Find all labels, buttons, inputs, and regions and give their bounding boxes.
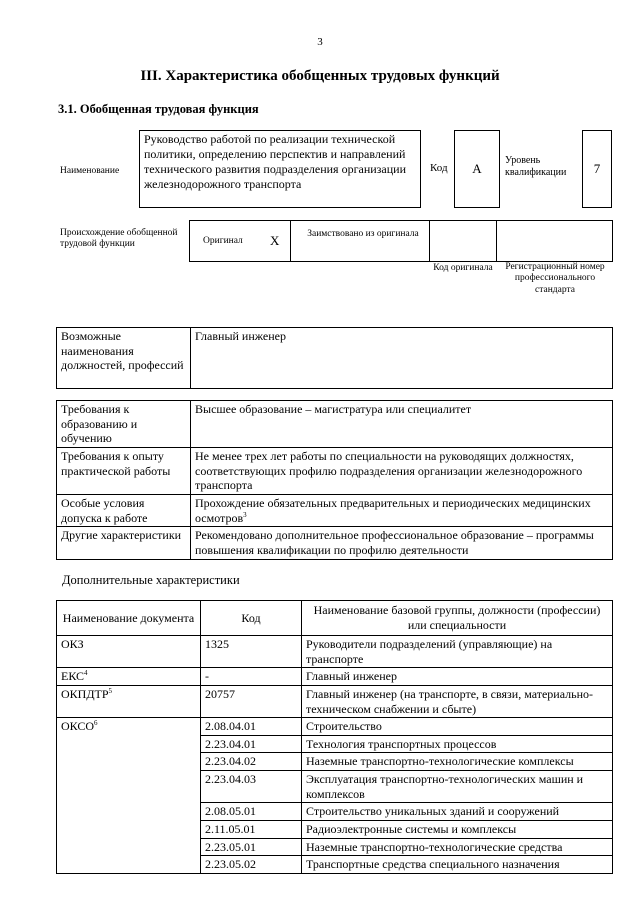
name-cell: Наземные транспортно-технологические средства [302, 838, 613, 856]
code-cell: 2.23.05.01 [201, 838, 302, 856]
req-label: Требования к образованию и обучению [57, 401, 191, 448]
table-row [57, 685, 613, 717]
page-number: 3 [317, 36, 323, 48]
req-label: Другие характеристики [57, 527, 191, 559]
column-header: Наименование базовой группы, должности (профессии) или специальности [302, 601, 613, 636]
req-label: Требования к опыту практической работы [57, 448, 191, 495]
doc-cell [57, 636, 201, 668]
name-cell: Транспортные средства специального назначения [302, 856, 613, 874]
req-value-text: Прохождение обязательных предварительных и периодических медицинских осмотров [195, 496, 591, 525]
reg-number-box [496, 220, 613, 262]
code-value-box: A [454, 130, 500, 208]
name-cell: Руководители подразделений (управляющие) на транспорте [302, 636, 613, 668]
name-cell: Наземные транспортно-технологические комплексы [302, 753, 613, 771]
additional-table [56, 600, 613, 874]
additional-title: Дополнительные характеристики [62, 573, 240, 587]
code-cell: 2.23.05.02 [201, 856, 302, 874]
code-cell: 2.08.05.01 [201, 803, 302, 821]
name-cell: Радиоэлектронные системы и комплексы [302, 820, 613, 838]
footnote-ref: 6 [94, 719, 98, 728]
footnote-ref: 3 [243, 510, 247, 519]
subsection-title: 3.1. Обобщенная трудовая функция [58, 102, 259, 116]
code-cell: 2.11.05.01 [201, 820, 302, 838]
borrowed-box: Заимствовано из оригинала [290, 220, 430, 262]
footnote-ref: 4 [84, 669, 88, 678]
code-cell: 2.08.04.01 [201, 718, 302, 736]
footnote-ref: 5 [108, 686, 113, 695]
name-label: Наименование [60, 166, 120, 176]
name-cell: Технология транспортных процессов [302, 735, 613, 753]
doc-cell [57, 685, 201, 717]
code-cell: 2.23.04.02 [201, 753, 302, 771]
table-row [57, 668, 613, 686]
name-cell: Строительство уникальных зданий и сооружений [302, 803, 613, 821]
name-cell: Главный инженер [302, 668, 613, 686]
reg-number-label: Регистрационный номер профессионального стандарта [505, 262, 605, 295]
req-value: Рекомендовано дополнительное профессиональное образование – программы повышения квалификации по профилю деятельности [191, 527, 613, 559]
table-row [57, 718, 613, 736]
origin-label: Происхождение обобщенной трудовой функции [60, 228, 178, 250]
original-box [189, 220, 291, 262]
req-value: Высшее образование – магистратура или специалитет [191, 401, 613, 448]
table-row [57, 401, 613, 448]
doc-cell [57, 668, 201, 686]
doc-name: ОКЗ [61, 637, 84, 651]
code-cell: - [201, 668, 302, 686]
section-title: III. Характеристика обобщенных трудовых функций [140, 68, 500, 84]
code-cell: 20757 [201, 685, 302, 717]
name-cell: Строительство [302, 718, 613, 736]
table-row [57, 328, 613, 389]
column-header: Код [201, 601, 302, 636]
table-row [57, 495, 613, 527]
doc-name: ЕКС [61, 669, 85, 684]
table-row [57, 636, 613, 668]
code-cell: 2.23.04.01 [201, 735, 302, 753]
level-label: Уровень квалификации [505, 155, 567, 178]
code-label: Код [430, 162, 448, 174]
requirements-table [56, 400, 613, 560]
positions-label: Возможные наименования должностей, профессий [57, 328, 191, 389]
table-row [57, 448, 613, 495]
req-label: Особые условия допуска к работе [57, 495, 191, 527]
req-value: Не менее трех лет работы по специальности на руководящих должностях, соответствующих профилю подразделения организации железнодорожного транспорта [191, 448, 613, 495]
positions-table [56, 327, 613, 389]
doc-name: ОКПДТР [61, 686, 109, 701]
code-original-label: Код оригинала [433, 263, 493, 273]
positions-value: Главный инженер [191, 328, 613, 389]
req-value [191, 495, 613, 527]
code-original-box [429, 220, 497, 262]
table-header-row [57, 601, 613, 636]
code-cell: 2.23.04.03 [201, 771, 302, 803]
name-cell: Эксплуатация транспортно-технологических машин и комплексов [302, 771, 613, 803]
code-cell: 1325 [201, 636, 302, 668]
original-label: Оригинал [203, 236, 243, 246]
function-name-box: Руководство работой по реализации технической политики, определению перспектив и направлений технического развития подразделения организации железнодорожного транспорта [139, 130, 421, 208]
level-value-box: 7 [582, 130, 612, 208]
column-header: Наименование документа [57, 601, 201, 636]
doc-cell [57, 718, 201, 874]
original-mark: X [270, 233, 280, 248]
name-cell: Главный инженер (на транспорте, в связи, материально-техническом снабжении и сбыте) [302, 685, 613, 717]
table-row [57, 527, 613, 559]
doc-name: ОКСО [61, 719, 95, 734]
